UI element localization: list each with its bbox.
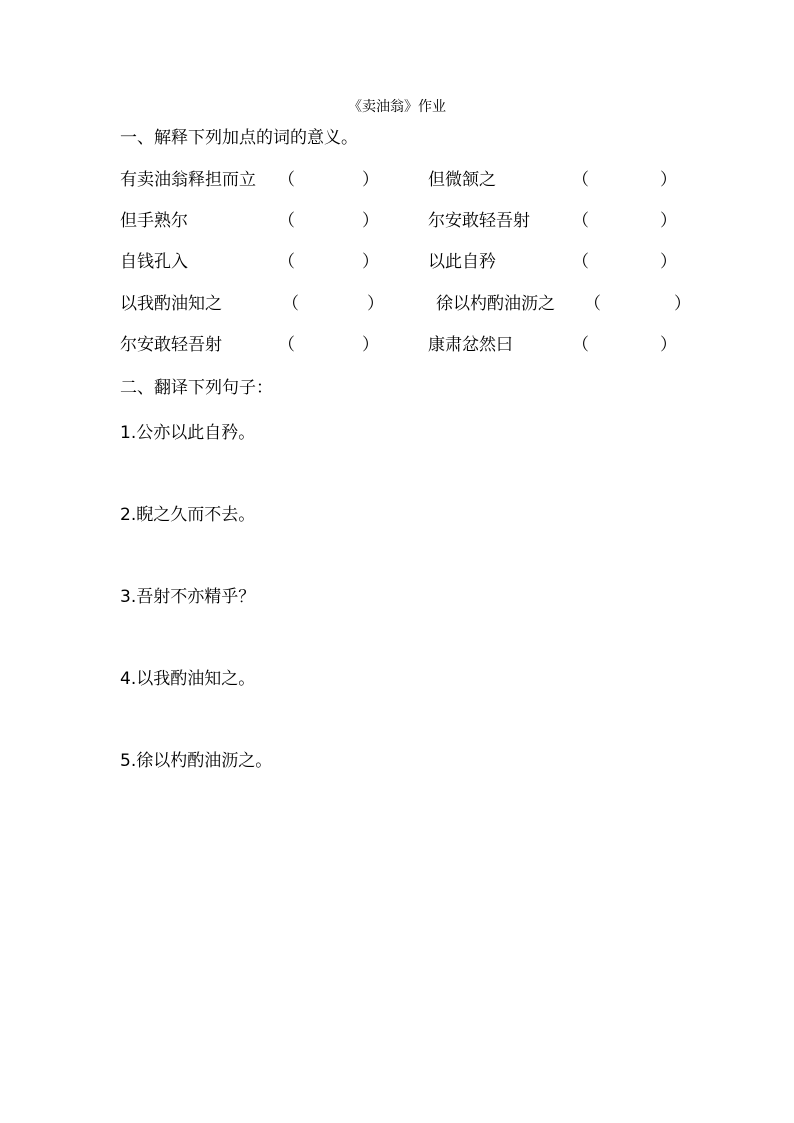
answer-close-paren: ） bbox=[367, 294, 384, 314]
answer-open-paren: （ bbox=[584, 294, 601, 314]
answer-close-paren: ） bbox=[362, 252, 379, 272]
item-right-1: 但微颔之 bbox=[428, 170, 496, 190]
section1-heading: 一、解释下列加点的词的意义。 bbox=[120, 128, 358, 148]
section2-heading: 二、翻译下列句子： bbox=[120, 378, 273, 398]
item-left-2: 但手熟尔 bbox=[120, 211, 188, 231]
page-title: 《卖油翁》作业 bbox=[348, 99, 446, 115]
answer-open-paren: （ bbox=[282, 294, 299, 314]
answer-close-paren: ） bbox=[362, 335, 379, 355]
answer-close-paren: ） bbox=[660, 211, 677, 231]
answer-close-paren: ） bbox=[674, 294, 691, 314]
sentence-3: 3.吾射不亦精乎？ bbox=[120, 587, 256, 607]
item-left-5: 尔安敢轻吾射 bbox=[120, 335, 222, 355]
item-left-1: 有卖油翁释担而立 bbox=[120, 170, 256, 190]
answer-close-paren: ） bbox=[660, 170, 677, 190]
answer-open-paren: （ bbox=[572, 335, 589, 355]
answer-open-paren: （ bbox=[278, 211, 295, 231]
answer-close-paren: ） bbox=[362, 211, 379, 231]
item-right-4: 徐以杓酌油沥之 bbox=[436, 294, 555, 314]
answer-close-paren: ） bbox=[660, 335, 677, 355]
sentence-4: 4.以我酌油知之。 bbox=[120, 669, 256, 689]
answer-close-paren: ） bbox=[362, 170, 379, 190]
answer-open-paren: （ bbox=[572, 170, 589, 190]
item-right-3: 以此自矜 bbox=[428, 252, 496, 272]
answer-open-paren: （ bbox=[278, 335, 295, 355]
item-right-2: 尔安敢轻吾射 bbox=[428, 211, 530, 231]
item-left-3: 自钱孔入 bbox=[120, 252, 188, 272]
answer-open-paren: （ bbox=[278, 170, 295, 190]
answer-close-paren: ） bbox=[660, 252, 677, 272]
sentence-2: 2.睨之久而不去。 bbox=[120, 505, 256, 525]
sentence-5: 5.徐以杓酌油沥之。 bbox=[120, 751, 273, 771]
item-left-4: 以我酌油知之 bbox=[120, 294, 222, 314]
sentence-1: 1.公亦以此自矜。 bbox=[120, 423, 256, 443]
answer-open-paren: （ bbox=[572, 252, 589, 272]
item-right-5: 康肃忿然曰 bbox=[428, 335, 513, 355]
answer-open-paren: （ bbox=[572, 211, 589, 231]
answer-open-paren: （ bbox=[278, 252, 295, 272]
